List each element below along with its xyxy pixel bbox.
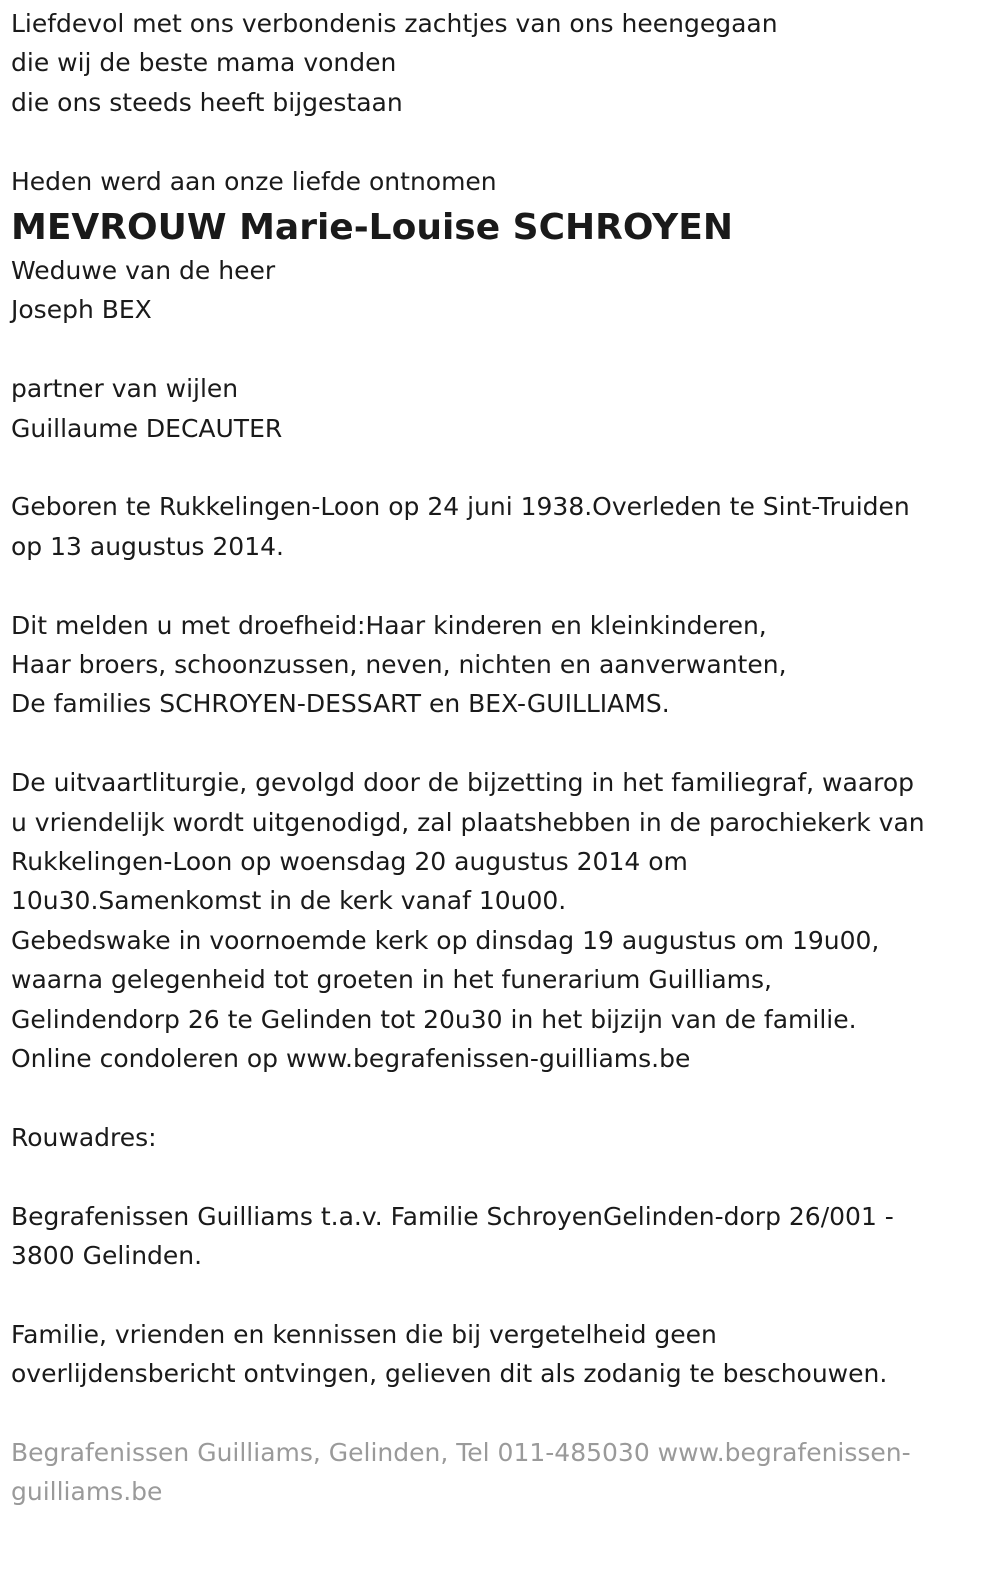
rouwadres-block: [11, 1197, 990, 1276]
funeral-line: Gebedswake in voornoemde kerk op dinsdag 19 augustus om 19u00,: [11, 925, 880, 955]
rouwadres-label: Rouwadres:: [11, 1122, 157, 1152]
closing-block: [11, 1315, 990, 1394]
birth-death-line: op 13 augustus 2014.: [11, 531, 284, 561]
footer-line: guilliams.be: [11, 1477, 163, 1507]
deceased-name: MEVROUW Marie-Louise SCHROYEN: [11, 207, 733, 249]
announcement-block: [11, 606, 990, 724]
intro-text: Heden werd aan onze liefde ontnomen: [11, 166, 497, 196]
poem-line: die wij de beste mama vonden: [11, 48, 397, 78]
partner-block: [11, 369, 990, 448]
rouwadres-line: 3800 Gelinden.: [11, 1241, 203, 1271]
announcement-line: Haar broers, schoonzussen, neven, nichten en aanverwanten,: [11, 650, 787, 680]
funeral-line: Gelindendorp 26 te Gelinden tot 20u30 in het bijzijn van de familie.: [11, 1004, 857, 1034]
widow-block: [11, 251, 990, 330]
rouwadres-line: Begrafenissen Guilliams t.a.v. Familie SchroyenGelinden-dorp 26/001 -: [11, 1201, 894, 1231]
funeral-line: Online condoleren op www.begrafenissen-guilliams.be: [11, 1044, 691, 1074]
footer: [11, 1433, 990, 1512]
partner-label: partner van wijlen: [11, 374, 239, 404]
funeral-line: waarna gelegenheid tot groeten in het funerarium Guilliams,: [11, 965, 772, 995]
poem: [11, 4, 990, 122]
funeral-line: 10u30.Samenkomst in de kerk vanaf 10u00.: [11, 886, 567, 916]
funeral-line: Rukkelingen-Loon op woensdag 20 augustus 2014 om: [11, 847, 688, 877]
poem-line: Liefdevol met ons verbondenis zachtjes van ons heengegaan: [11, 9, 778, 38]
announcement-line: Dit melden u met droefheid:Haar kinderen en kleinkinderen,: [11, 610, 767, 640]
birth-death-line: Geboren te Rukkelingen-Loon op 24 juni 1938.Overleden te Sint-Truiden: [11, 492, 910, 522]
partner-name: Guillaume DECAUTER: [11, 413, 283, 443]
announcement-line: De families SCHROYEN-DESSART en BEX-GUILLIAMS.: [11, 689, 670, 719]
widow-spouse: Joseph BEX: [11, 295, 152, 325]
funeral-line: u vriendelijk wordt uitgenodigd, zal plaatshebben in de parochiekerk van: [11, 807, 925, 837]
footer-line: Begrafenissen Guilliams, Gelinden, Tel 011-485030 www.begrafenissen-: [11, 1438, 911, 1468]
widow-label: Weduwe van de heer: [11, 256, 276, 286]
birth-death-block: [11, 487, 990, 566]
poem-line: die ons steeds heeft bijgestaan: [11, 87, 403, 117]
funeral-block: [11, 763, 990, 1078]
closing-line: overlijdensbericht ontvingen, gelieven dit als zodanig te beschouwen.: [11, 1359, 888, 1389]
funeral-line: De uitvaartliturgie, gevolgd door de bijzetting in het familiegraf, waarop: [11, 768, 915, 798]
closing-line: Familie, vrienden en kennissen die bij vergetelheid geen: [11, 1319, 717, 1349]
